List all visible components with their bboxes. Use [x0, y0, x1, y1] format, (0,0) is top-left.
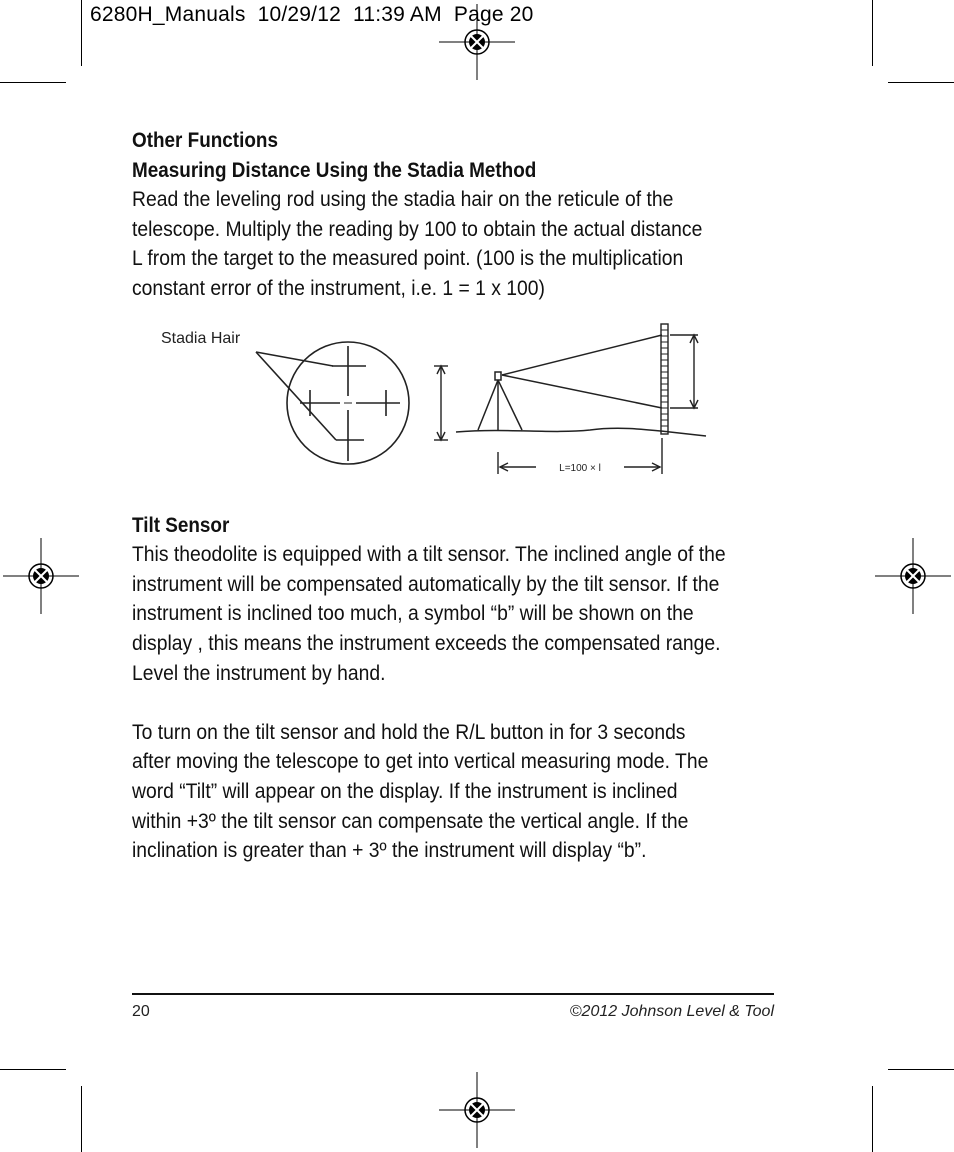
crop-mark-bottom-left-horizontal: [0, 1069, 66, 1070]
stadia-diagram: [150, 318, 720, 488]
stadia-line: L from the target to the measured point. (100 is the multiplication: [132, 247, 684, 271]
crop-mark-bottom-right-vertical: [872, 1086, 873, 1152]
tilt-line: inclination is greater than + 3º the instrument will display “b”.: [132, 839, 647, 863]
registration-mark-top-icon: [437, 2, 517, 82]
tilt-line: word “Tilt” will appear on the display. If the instrument is inclined: [132, 779, 678, 803]
tilt-line: Level the instrument by hand.: [132, 661, 386, 685]
tilt-line: To turn on the tilt sensor and hold the R/L button in for 3 seconds: [132, 720, 686, 744]
stadia-diagram-drawing: [150, 318, 720, 488]
tilt-line: after moving the telescope to get into vertical measuring mode. The: [132, 750, 709, 774]
crop-mark-bottom-left-vertical: [81, 1086, 82, 1152]
crop-mark-bottom-right-horizontal: [888, 1069, 954, 1070]
tilt-heading: Tilt Sensor: [132, 513, 230, 537]
page-content: [132, 126, 782, 866]
tilt-line: display , this means the instrument exceeds the compensated range.: [132, 631, 721, 655]
stadia-line: telescope. Multiply the reading by 100 to obtain the actual distance: [132, 217, 703, 241]
stadia-line: constant error of the instrument, i.e. 1 = 1 x 100): [132, 276, 545, 300]
crop-mark-top-left-vertical: [81, 0, 82, 66]
footer-rule: [132, 993, 774, 995]
stadia-paragraph: [132, 185, 776, 303]
tilt-line: instrument will be compensated automatically by the tilt sensor. If the: [132, 572, 720, 596]
registration-mark-bottom-icon: [437, 1070, 517, 1150]
print-slug: 6280H_Manuals 10/29/12 11:39 AM Page 20: [90, 3, 534, 26]
copyright: ©2012 Johnson Level & Tool: [569, 1003, 774, 1020]
tilt-paragraph-1: [132, 540, 776, 688]
crop-mark-top-right-vertical: [872, 0, 873, 66]
registration-mark-right-icon: [873, 536, 953, 616]
distance-label: L=100 × l: [559, 463, 601, 474]
paragraph-gap: [132, 688, 782, 718]
tilt-line: within +3º the tilt sensor can compensate the vertical angle. If the: [132, 809, 689, 833]
crop-mark-top-left-horizontal: [0, 82, 66, 83]
registration-mark-left-icon: [1, 536, 81, 616]
tilt-paragraph-2: [132, 718, 776, 866]
leveling-rod: [661, 324, 668, 434]
crop-mark-top-right-horizontal: [888, 82, 954, 83]
page-number: 20: [132, 1003, 150, 1020]
tilt-line: This theodolite is equipped with a tilt sensor. The inclined angle of the: [132, 543, 726, 567]
stadia-line: Read the leveling rod using the stadia hair on the reticule of the: [132, 188, 674, 212]
tilt-line: instrument is inclined too much, a symbol “b” will be shown on the: [132, 602, 694, 626]
stadia-hair-label: Stadia Hair: [161, 330, 241, 347]
stadia-heading: Measuring Distance Using the Stadia Method: [132, 158, 537, 182]
tripod: [478, 372, 522, 430]
section-title: Other Functions: [132, 129, 278, 152]
